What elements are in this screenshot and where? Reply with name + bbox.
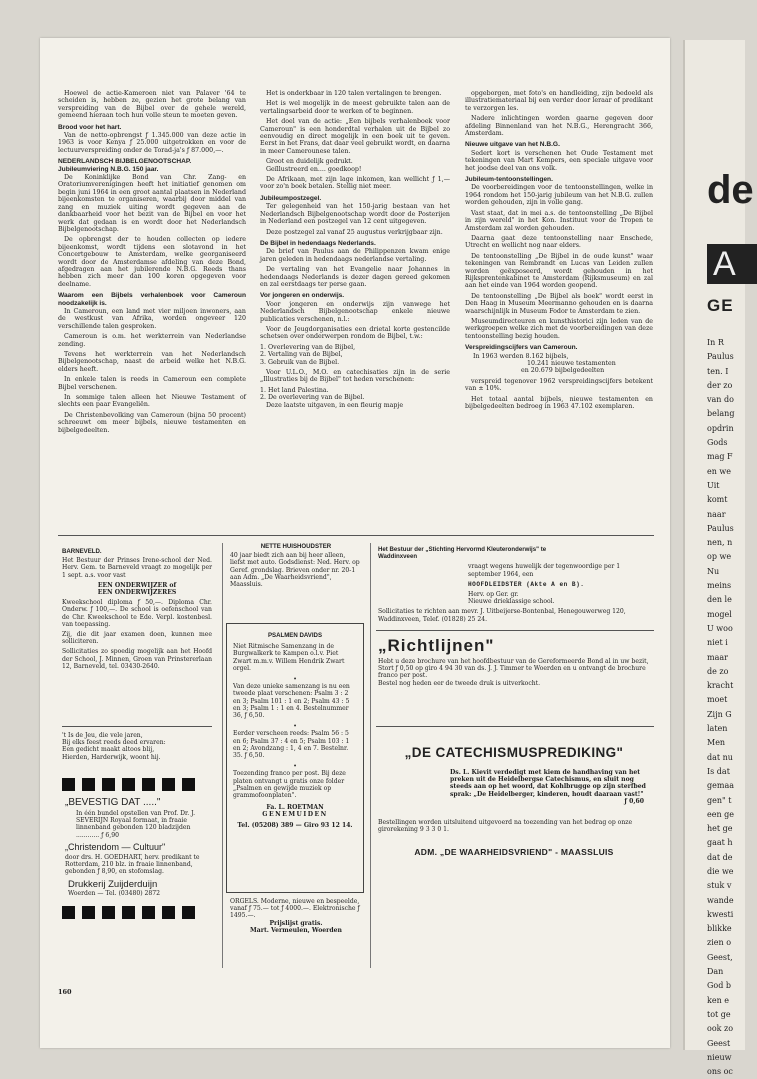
- separator-dot: •: [293, 763, 297, 771]
- separator-dot: •: [293, 723, 297, 731]
- ad-richtlijnen: [378, 636, 650, 687]
- list-item: 1. Het land Palestina.: [260, 386, 329, 394]
- paragraph: In Cameroun, een land met vier miljoen inwoners, aan de westkust van Afrika, worden ongeveer 120 verschillende talen gesproken.: [58, 307, 246, 330]
- ad-body: Stort ƒ 0,50 op giro 4 94 30 van ds. J. J. Timmer te Woerden en u ontvangt de brochure franco per post.: [378, 665, 646, 680]
- paragraph: De tentoonstelling „De Bijbel in de oude kunst" waar tekeningen van Rembrandt en Lucas van Leiden zullen worden geëxposeerd, wordt gehouden in het Rijksprentenkabinet te Amsterdam (Rijksmuseum) en zal aan het einde van 1964 worden geopend.: [465, 252, 653, 290]
- next-page-text-line: Paulus: [707, 523, 734, 533]
- ad-body: Niet Ritmische Samenzang in de Burgwalkerk te Kampen o.l.v. Piet Zwart m.m.v. Willem Hendrik Zwart orgel.: [233, 643, 345, 672]
- section-heading: Jubileumpostzegel.: [260, 194, 322, 202]
- list-item: 1. Overlevering van de Bijbel,: [260, 343, 356, 351]
- paragraph: Voor de Jeugdorganisaties een drietal korte gestencilde schetsen over onderwerpen rondom de Bijbel, t.w.:: [260, 325, 450, 341]
- next-page-text-line: God b: [707, 981, 731, 991]
- ad-body: Eerder verscheen reeds: Psalm 56 : 5 en 6; Psalm 37 : 4 en 5; Psalm 103 : 1 en 2; Avondzang : 1, 4 en 7. Bestelnr. 35. ƒ 6,50.: [233, 730, 350, 760]
- section-heading: Waarom een Bijbels verhalenboek voor Cameroun noodzakelijk is.: [58, 292, 246, 307]
- next-page-text-line: niet i: [707, 638, 728, 648]
- paragraph: In enkele talen is reeds in Cameroun een complete Bijbel verschenen.: [58, 376, 246, 391]
- paragraph: Het is onderkbaar in 120 talen vertalingen te brengen.: [266, 90, 442, 97]
- next-page-text-line: ten. I: [707, 366, 729, 376]
- ad-body: Toezending franco per post. Bij deze platen ontvangt u gratis onze folder „Psalmen en gewijde muziek op grammofoonplaten".: [233, 770, 346, 800]
- paragraph: Deze postzegel zal vanaf 25 augustus verkrijgbaar zijn.: [266, 228, 443, 236]
- paragraph: Sedert kort is verschenen het Oude Testament met tekeningen van Mart Kempers, een speciale uitgave voor het joodse deel van ons volk.: [465, 149, 653, 172]
- ad-title: PSALMEN DAVIDS: [267, 632, 323, 639]
- next-page-text-line: wande: [707, 895, 734, 905]
- next-page-text-line: Men: [707, 738, 726, 748]
- ad-title: NETTE HUISHOUDSTER: [260, 543, 332, 550]
- ad-role: EEN ONDERWIJZERES: [97, 589, 177, 597]
- next-page-text-line: dat de: [707, 852, 733, 862]
- paragraph: De voorbereidingen voor de tentoonstellingen, welke in 1964 rondom het 150-jarig jubileum van het N.B.G. zullen worden gehouden, zijn in volle gang.: [465, 184, 653, 207]
- next-page-banner: [707, 244, 757, 284]
- ad-body: ORGELS. Moderne, nieuwe en bespeelde, vanaf ƒ 75.— tot ƒ 4000.—. Elektronische ƒ 1495.—.: [230, 898, 360, 920]
- next-page-text-line: en we: [707, 466, 732, 476]
- ad-catechismus: [378, 744, 650, 857]
- ad-waddinxveen: [378, 546, 650, 623]
- paragraph: De tentoonstelling „De Bijbel als boek" wordt eerst in Den Haag in Museum Meermanno gehouden en is daarna waarschijnlijk in Museum Fodor te Amsterdam te zien.: [465, 292, 653, 315]
- next-page-text-line: mogel: [707, 609, 732, 619]
- next-page-text-line: maar: [707, 652, 728, 662]
- section-heading: De Bijbel in hedendaags Nederlands.: [260, 239, 376, 247]
- next-page-text-line: moet: [707, 695, 728, 705]
- magazine-page: [40, 38, 670, 1048]
- book-title: „BEVESTIG DAT .....": [65, 797, 161, 808]
- seller-town: GENEMUIDEN: [262, 811, 328, 819]
- ad-body: Bestellingen worden uitsluitend uitgevoerd na toezending van het bedrag op onze girorekening 9 3 3 0 1.: [378, 819, 633, 834]
- article-column-1: [58, 90, 246, 437]
- ad-body: vraagt wegens huwelijk der tegenwoordige per 1 september 1964, een: [468, 563, 621, 578]
- paragraph: Groot en duidelijk gedrukt.: [266, 158, 353, 166]
- divider: [62, 726, 212, 727]
- paragraph: Voor jongeren en onderwijs zijn vanwege het Nederlandsch Bijbelgenootschap enkele nieuwe publicaties verschenen, n.l.:: [260, 300, 450, 323]
- next-page-text-line: Uit: [707, 480, 720, 490]
- next-page-headline: de: [707, 168, 754, 212]
- paragraph: Geïllustreerd en.... goedkoop!: [266, 165, 362, 173]
- seller-name: Fa. L. ROETMAN: [266, 804, 324, 812]
- next-page-text-line: laten: [707, 724, 728, 734]
- ad-orgels: [230, 898, 362, 934]
- section-heading: Brood voor het hart.: [58, 123, 122, 131]
- poem-line: Hierden, Harderwijk, woont hij.: [62, 753, 161, 761]
- ad-housekeeper: [230, 543, 362, 588]
- ad-body: Bestel nog heden eer de tweede druk is uitverkocht.: [378, 679, 541, 687]
- poem-line: 't Is de Jeu, die vele jaren,: [62, 732, 143, 739]
- next-page-text-line: Geest: [707, 1038, 731, 1048]
- paragraph: Deze laatste uitgaven, in een fleurig mapje: [266, 401, 404, 409]
- column-divider: [370, 543, 371, 968]
- next-page-text-line: blikke: [707, 924, 732, 934]
- ad-price: ƒ 0,60: [624, 797, 644, 805]
- next-page-text-line: In R: [707, 338, 724, 347]
- section-heading: Verspreidingscijfers van Cameroun.: [465, 344, 578, 352]
- next-page-text-line: Nu: [707, 566, 720, 576]
- paragraph: verspreid tegenover 1962 verspreidingscijfers betekent van ± 10%.: [465, 377, 653, 393]
- paragraph: De vertaling van het Evangelie naar Johannes in hedendaags Nederlands is dezer dagen gereed gekomen en zal eerstdaags ter perse gaan.: [260, 266, 450, 288]
- divider: [58, 535, 654, 536]
- paragraph: Vast staat, dat in mei a.s. de tentoonstelling „De Bijbel in zijn wereld" in het Kon. Instituut voor de Tropen te Amsterdam zal worden gehouden.: [465, 209, 653, 232]
- next-page-text-line: die we: [707, 866, 734, 876]
- intro-paragraph: Hoewel de actie-Kameroen niet van Palaver '64 te scheiden is, hebben ze, gezien het grote belang van verspreiding van de Bijbel over de gehele wereld, gemeend hieraan toch hun volle steun te moeten geven.: [58, 90, 246, 120]
- page-number: 160: [58, 988, 72, 996]
- divider: [376, 630, 654, 631]
- ad-role: EEN ONDERWIJZER of: [97, 581, 177, 589]
- paragraph: Voor U.L.O., M.O. en catechisaties zijn in de serie „Illustraties bij de Bijbel" tot heden verschenen:: [260, 369, 450, 384]
- statistic-line: In 1963 werden 8.162 bijbels,: [473, 352, 569, 360]
- next-page-text-line: tot ge: [707, 1009, 731, 1019]
- paragraph: Ter gelegenheid van het 150-jarig bestaan van het Nederlandsch Bijbelgenootschap wordt door de Posterijen in Nederland een postzegel van 12 cent uitgegeven.: [260, 203, 450, 226]
- publisher-address: Woerden — Tel. (03480) 2872: [68, 890, 161, 898]
- paragraph: Het totaal aantal bijbels, nieuwe testamenten en bijbelgedeelten bedroeg in 1963 47.102 exemplaren.: [465, 395, 653, 411]
- decorative-squares: [62, 778, 212, 791]
- section-heading: Nieuwe uitgave van het N.B.G.: [465, 141, 560, 149]
- paragraph: De Koninklijke Bond van Chr. Zang- en Oratoriumverenigingen heeft het initiatief genomen om begin juni 1964 in een groot aantal plaatsen in Nederland bijeenkomsten te organiseren, waarbij door middel van zang en muziek uiting wordt gegeven aan de dankbaarheid voor het bezit van de Bijbel en voor het werk dat gedaan is en wordt door het Nederlandsch Bijbelgenootschap.: [58, 174, 246, 233]
- statistic-line: en 20.679 bijbelgedeelten: [521, 367, 605, 375]
- paragraph: Daarna gaat deze tentoonstelling naar Enschede, Utrecht en wellicht nog naar elders.: [465, 234, 653, 250]
- next-page-text-line: Geest,: [707, 952, 733, 962]
- next-page-text-line: ken e: [707, 995, 730, 1005]
- ad-body: Van deze unieke samenzang is nu een tweede plaat verschenen: Psalm 3 : 2 en 3; Psalm 101 : 1 en 2; Psalm 43 : 5 en 3; Psalm 1 : 1 en 4. Bestelnummer 36, ƒ 6,50.: [233, 683, 350, 720]
- paragraph: De Afrikaan, met zijn lage inkomen, kan wellicht ƒ 1,— voor zo'n boek betalen. Stellig niet meer.: [260, 176, 450, 191]
- statistic-line: 10.241 nieuwe testamenten: [527, 360, 616, 367]
- ad-note: Nieuwe driekl​assige school.: [468, 598, 555, 606]
- next-page-text-line: stuk v: [707, 881, 732, 891]
- article-column-2: [260, 90, 450, 412]
- paragraph: Cameroun is o.m. het werkterrein van Nederlandse zending.: [58, 333, 246, 348]
- next-page-text-line: belang: [707, 409, 735, 419]
- next-page-text-line: Gods: [707, 438, 728, 448]
- next-page-text-line: nen, n: [707, 538, 733, 548]
- ad-contact: Sollicitaties te richten aan mevr. J. Uitbeijerse-Bontenbal, Henegouwerweg 120, Waddinxveen, Telef. (01828) 25 24.: [378, 608, 626, 623]
- next-page-text-line: het ge: [707, 824, 733, 834]
- next-page-edge: [683, 40, 754, 1077]
- next-page-text-line: op we: [707, 552, 732, 562]
- ad-title: BARNEVELD.: [62, 548, 102, 555]
- paragraph: opgeborgen, met foto's en handleiding, zijn bedoeld als illustratiemateriaal bij een verder door leraar of predikant te verzorgen les.: [465, 90, 653, 112]
- book-title: „Christendom — Cultuur": [65, 841, 166, 852]
- next-page-text-line: gemaa: [707, 781, 734, 791]
- next-page-text-line: Is dat: [707, 766, 730, 776]
- next-page-heading: GE: [707, 296, 734, 315]
- publisher-name: Drukkerij Zuijderduijn: [68, 879, 158, 891]
- seller-name: Mart. Vermeulen, Woerden: [250, 926, 342, 934]
- next-page-text-line: nieuw: [707, 1052, 732, 1062]
- paragraph: Museumdirecteuren en kunsthistorici zijn leden van de werkgroepen welke zich met de voorbereidingen van deze tentoonstelling bezig houden.: [465, 317, 653, 340]
- next-page-text-line: U woo: [707, 623, 733, 633]
- ad-footer: ADM. „DE WAARHEIDSVRIEND" - MAASSLUIS: [414, 847, 614, 858]
- next-page-text-line: den le: [707, 595, 732, 605]
- next-page-text-line: Paulus: [707, 352, 734, 362]
- ad-details: Kweekschool diploma ƒ 50,—. Diploma Chr. Onderw. ƒ 100,—. De school is oefenschool van de Chr. Kweekschool te Ede. Verpl. kostenbesl. van toepassing.: [62, 599, 212, 628]
- section-subheading: Jubileumviering N.B.G. 150 jaar.: [58, 165, 159, 173]
- next-page-text-line: Dan: [707, 967, 724, 977]
- paragraph: Het is wel mogelijk in de meest gebruikte talen aan de vertalingsarbeid door te werken of te beginnen.: [260, 100, 450, 115]
- next-page-text-line: der zo: [707, 380, 733, 390]
- next-page-text-line: van do: [707, 395, 734, 405]
- next-page-text-line: opdrin: [707, 423, 734, 433]
- ad-body: Ds. L. Kievit verdedigt met kiem de handhaving van het preken uit de Heidelbergse Catechismus, en sluit nog steeds aan op het woord, dat Kohlbrugge op zijn sterfbed sprak: „De Heidelberger, kinderen, houdt daaraan vast!": [450, 769, 646, 798]
- next-page-text-line: zien o: [707, 938, 732, 948]
- paragraph: Nadere inlichtingen worden gaarne gegeven door afdeling Binnenland van het N.B.G., Herengracht 366, Amsterdam.: [465, 115, 653, 138]
- next-page-text-line: Zijn G: [707, 709, 732, 719]
- next-page-text-line: komt: [707, 495, 728, 505]
- next-page-text-line: gen" t: [707, 795, 732, 805]
- next-page-text-line: een ge: [707, 809, 735, 819]
- ad-bevestig: [62, 778, 212, 966]
- seller-phone: Tel. (05208) 389 — Giro 93 12 14.: [237, 821, 353, 829]
- next-page-text-line: dat nu: [707, 752, 733, 762]
- ad-psalmen: [226, 623, 364, 893]
- poem-line: Bij elks feest reeds deed ervaren:: [62, 739, 166, 747]
- ad-role: HOOFDLEIDSTER (Akte A en B).: [468, 580, 585, 588]
- ad-note: Herv. op Ger. gr.: [468, 591, 519, 599]
- separator-dot: •: [293, 676, 297, 684]
- ad-title: Het Bestuur der „Stichting Hervormd Kleuteronderwijs" te Waddinxveen: [378, 546, 547, 561]
- next-page-text: [707, 336, 747, 1079]
- section-heading: Jubileum-tentoonstellingen.: [465, 176, 553, 184]
- poem-line: Een gedicht maakt altoos blij,: [62, 746, 155, 754]
- book-description: In één bundel opstellen van Prof. Dr. J. SEVERIJN Royaal formaat, in fraaie linnenband gebonden 120 bladzijden ............ ƒ 6,90: [76, 810, 196, 839]
- next-page-text-line: kracht: [707, 681, 734, 691]
- ad-note: Zij, die dit jaar examen doen, kunnen mee solliciteren.: [62, 631, 212, 646]
- ad-title: „DE CATECHISMUSPREDIKING": [404, 745, 624, 760]
- paragraph: Van de netto-opbrengst ƒ 1.345.000 van deze actie in 1963 is voor Kenya ƒ 25.000 uitgetrokken en voor de lectuurverspreiding onder de Torad-ja's ƒ 87.000,—.: [58, 132, 246, 154]
- paragraph: In sommige talen alleen het Nieuwe Testament of slechts een paar Evangeliën.: [58, 394, 246, 409]
- banner-letter: A: [713, 245, 736, 283]
- next-page-text-line: ons oc: [707, 1067, 733, 1077]
- decorative-squares: [62, 906, 212, 919]
- next-page-text-line: naar: [707, 509, 726, 519]
- list-item: 2. De overlevering van de Bijbel.: [260, 394, 365, 402]
- next-page-text-line: kwesti: [707, 909, 734, 919]
- ad-barneveld: [62, 548, 212, 670]
- paragraph: De brief van Paulus aan de Philippenzen kwam enige jaren geleden in hedendaags nederlandse vertaling.: [260, 248, 450, 263]
- ad-body: Het Bestuur der Prinses Irene-school der Ned. Herv. Gem. te Barneveld vraagt zo mogelijk per 1 sept. a.s. voor vast: [62, 557, 212, 579]
- book-description: door drs. H. GOEDHART, herv. predikant te Rotterdam, 210 blz. in fraaie linnenband, gebonden ƒ 8,90, en stofomslag.: [65, 853, 200, 876]
- ad-note: Prijslijst gratis.: [269, 919, 323, 927]
- ad-body: Hebt u deze brochure van het hoofdbestuur van de Gereformeerde Bond al in uw bezit,: [378, 658, 649, 665]
- section-heading: Vor jongeren en onderwijs.: [260, 292, 345, 300]
- paragraph: De opbrengst der te houden collecten op iedere bijeenkomst, wordt tijdens een slotavond in het Concertgebouw te Amsterdam, welke georganiseerd wordt door de Amsterdamse afdeling van deze Bond, afgedragen aan het jubilerende N.B.G. Reeds thans hebben zich meer dan 100 koren opgegeven voor deelname.: [58, 236, 246, 288]
- next-page-text-line: de zo: [707, 666, 729, 676]
- paragraph: De Christenbevolking van Cameroun (bijna 50 procent) schreeuwt om meer bijbels, nieuwe testamenten en bijbelgedeelten.: [58, 411, 246, 434]
- next-page-text-line: ook zo: [707, 1024, 734, 1034]
- list-item: 3. Gebruik van de Bijbel.: [260, 358, 340, 366]
- next-page-text-line: gaat h: [707, 838, 733, 848]
- article-column-3: [465, 90, 653, 413]
- section-heading: NEDERLANDSCH BIJBELGENOOTSCHAP.: [58, 158, 192, 166]
- ad-body: 40 jaar biedt zich aan bij heer alleen, liefst met auto. Godsdienst: Ned. Herv. op Geref. grondslag. Brieven onder nr. 20-1 aan Adm. „De Waarheidsvriend", Maassluis.: [230, 552, 360, 589]
- ad-family-poem: [62, 732, 212, 761]
- next-page-text-line: meins: [707, 581, 732, 591]
- next-page-text-line: mag F: [707, 452, 733, 462]
- ad-contact: Sollicitaties zo spoedig mogelijk aan het Hoofd der School, J. Minnen, Groen van Prinstererlaan 12, Barneveld, tel. 03430-2640.: [62, 648, 212, 670]
- ad-title: „Richtlijnen": [378, 636, 495, 655]
- paragraph: Het doel van de actie: „Een bijbels verhalenboek voor Cameroun" is een honderdtal verhalen uit de Bijbel zo eenvoudig en direct mogelijk in een boek uit te geven. Eerst in het Frans, dat daar veel gebruikt wordt, en daarna in meer Camerounese talen.: [260, 118, 450, 155]
- column-divider: [222, 543, 223, 968]
- list-item: 2. Vertaling van de Bijbel,: [260, 351, 343, 359]
- paragraph: Tevens het werkterrein van het Nederlandsch Bijbelgenootschap, naast de arbeid welke het N.B.G. elders heeft.: [58, 351, 246, 373]
- divider: [376, 726, 654, 727]
